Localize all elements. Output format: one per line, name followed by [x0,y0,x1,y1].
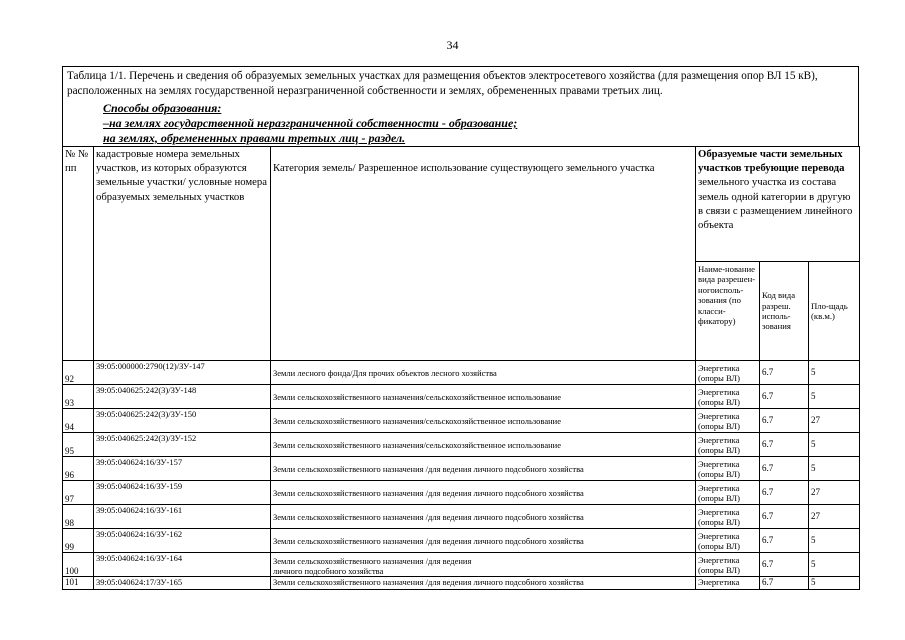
table-row [63,529,860,553]
table-row [63,457,860,481]
usage-code: 6.7 [760,529,809,553]
land-category-line-1: Земли сельскохозяйственного назначения /для ведения [273,556,472,566]
usage-name: Энергетика (опоры ВЛ) [696,433,760,457]
cadastral-number: 39:05:040624:16/ЗУ-164 [94,553,271,577]
row-number: 95 [63,433,94,457]
cadastral-number: 39:05:040624:16/ЗУ-162 [94,529,271,553]
cadastral-number: 39:05:040624:17/ЗУ-165 [94,577,271,590]
land-category: Земли сельскохозяйственного назначения /для ведения личного подсобного хозяйства [271,529,696,553]
row-number: 99 [63,529,94,553]
subheader-name: Наиме-нование вида разрешен-ногоисполь-зования (по класси-фикатору) [696,262,760,361]
subheader-code: Код вида разреш. исполь-зования [760,262,809,361]
land-category: Земли сельскохозяйственного назначения/сельскохозяйственное использование [271,409,696,433]
header-parts-rest: земельного участка из состава земель одной категории в другую в связи с размещением линейного объекта [698,176,853,232]
method-encumbered-land: на землях, обремененных правами третьих лиц - раздел. [103,131,406,145]
usage-code: 6.7 [760,577,809,590]
cadastral-number: 39:05:040624:16/ЗУ-159 [94,481,271,505]
usage-name: Энергетика (опоры ВЛ) [696,529,760,553]
cadastral-number: 39:05:040624:16/ЗУ-157 [94,457,271,481]
usage-name: Энергетика (опоры ВЛ) [696,505,760,529]
usage-code: 6.7 [760,481,809,505]
area: 5 [809,433,860,457]
header-number: № № пп [63,147,94,361]
area: 5 [809,577,860,590]
usage-code: 6.7 [760,433,809,457]
land-category: Земли сельскохозяйственного назначения/сельскохозяйственное использование [271,385,696,409]
usage-code: 6.7 [760,553,809,577]
usage-name: Энергетика (опоры ВЛ) [696,385,760,409]
row-number: 94 [63,409,94,433]
row-number: 97 [63,481,94,505]
usage-code: 6.7 [760,361,809,385]
header-parts [696,147,860,262]
methods-title: Способы образования: [103,101,222,115]
area: 5 [809,529,860,553]
usage-code: 6.7 [760,505,809,529]
land-category [271,553,696,577]
area: 5 [809,385,860,409]
table-row [63,577,860,590]
usage-code: 6.7 [760,457,809,481]
area: 27 [809,409,860,433]
header-cadastral: кадастровые номера земельных участков, из которых образуются земельные участки/ условные номера образуемых земельных участков [94,147,271,361]
land-category: Земли сельскохозяйственного назначения /для ведения личного подсобного хозяйства [271,481,696,505]
area: 5 [809,553,860,577]
table-caption: Таблица 1/1. Перечень и сведения об образуемых земельных участках для размещения объектов электросетевого хозяйства (для размещения опор ВЛ 15 кВ), расположенных на землях государственной неразграниченной собственности и землях, обремененных правами третьих лиц. [67,70,818,97]
header-parts-bold: Образуемые части земельных участков требующие перевода [698,148,845,175]
row-number: 98 [63,505,94,529]
table-caption-frame [62,66,859,146]
land-category: Земли сельскохозяйственного назначения /для ведения личного подсобного хозяйства [271,457,696,481]
area: 27 [809,505,860,529]
row-number: 92 [63,361,94,385]
row-number: 96 [63,457,94,481]
land-category: Земли сельскохозяйственного назначения/сельскохозяйственное использование [271,433,696,457]
page-number: 34 [446,38,459,52]
usage-name: Энергетика (опоры ВЛ) [696,457,760,481]
table-row [63,553,860,577]
row-number: 93 [63,385,94,409]
cadastral-number: 39:05:040625:242(3)/ЗУ-148 [94,385,271,409]
land-category-line-2: личного подсобного хозяйства [273,566,384,576]
usage-code: 6.7 [760,385,809,409]
area: 5 [809,361,860,385]
usage-name: Энергетика (опоры ВЛ) [696,361,760,385]
cadastral-number: 39:05:040624:16/ЗУ-161 [94,505,271,529]
header-category: Категория земель/ Разрешенное использование существующего земельного участка [271,147,696,361]
area: 5 [809,457,860,481]
usage-name: Энергетика (опоры ВЛ) [696,409,760,433]
usage-code: 6.7 [760,409,809,433]
table-row [63,481,860,505]
land-category: Земли лесного фонда/Для прочих объектов лесного хозяйства [271,361,696,385]
table-row [63,409,860,433]
row-number: 101 [63,577,94,590]
usage-name: Энергетика (опоры ВЛ) [696,481,760,505]
row-number: 100 [63,553,94,577]
subheader-area: Пло-щадь (кв.м.) [809,262,860,361]
usage-name: Энергетика [696,577,760,590]
cadastral-number: 39:05:040625:242(3)/ЗУ-150 [94,409,271,433]
table-row [63,433,860,457]
table-row [63,385,860,409]
table-row [63,505,860,529]
method-state-land: –на землях государственной неразграниченной собственности - образование; [103,116,518,130]
cadastral-number: 39:05:040625:242(3)/ЗУ-152 [94,433,271,457]
table-row [63,361,860,385]
area: 27 [809,481,860,505]
cadastral-number: 39:05:000000:2790(12)/ЗУ-147 [94,361,271,385]
usage-name: Энергетика (опоры ВЛ) [696,553,760,577]
land-category: Земли сельскохозяйственного назначения /для ведения личного подсобного хозяйства [271,577,696,590]
land-plots-table [62,146,860,590]
land-category: Земли сельскохозяйственного назначения /для ведения личного подсобного хозяйства [271,505,696,529]
